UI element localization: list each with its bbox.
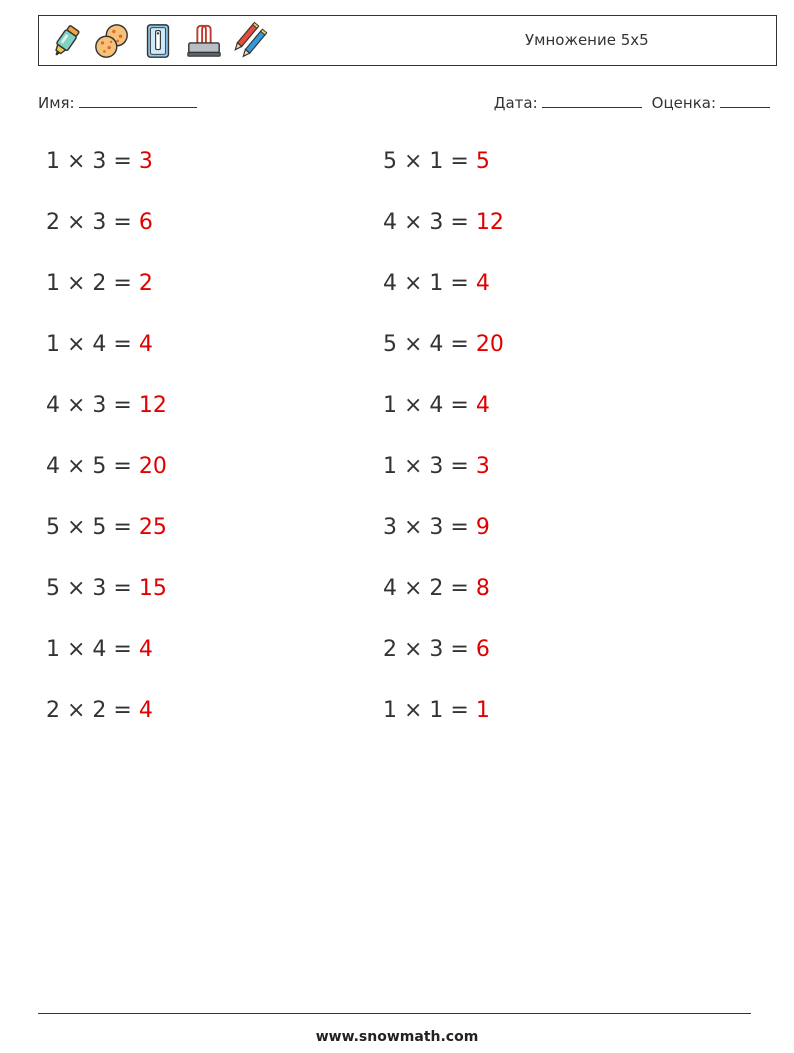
answer: 5: [475, 149, 490, 174]
answer: 4: [138, 332, 153, 357]
answer: 20: [475, 332, 504, 357]
problem-item: 1 × 1 = 1: [383, 698, 490, 723]
problem-item: 4 × 3 = 12: [46, 393, 167, 418]
date-line: [542, 93, 642, 108]
header-icons: [47, 21, 269, 61]
problem-item: 4 × 1 = 4: [383, 271, 490, 296]
answer: 2: [138, 271, 153, 296]
name-label: Имя:: [38, 94, 75, 112]
problem-item: 5 × 4 = 20: [383, 332, 504, 357]
binder-clip-icon: [185, 21, 223, 61]
footer-divider: [38, 1013, 751, 1014]
answer: 4: [138, 637, 153, 662]
answer: 3: [138, 149, 153, 174]
answer: 4: [138, 698, 153, 723]
problem-item: 5 × 1 = 5: [383, 149, 490, 174]
answer: 4: [475, 271, 490, 296]
worksheet-header: [38, 15, 777, 66]
problem-item: 3 × 3 = 9: [383, 515, 490, 540]
answer: 1: [475, 698, 490, 723]
problem-item: 2 × 2 = 4: [46, 698, 153, 723]
date-grade-fields: [494, 93, 770, 112]
highlighter-icon: [47, 21, 85, 61]
worksheet-title: Умножение 5x5: [525, 31, 649, 49]
answer: 15: [138, 576, 167, 601]
answer: 4: [475, 393, 490, 418]
answer: 8: [475, 576, 490, 601]
answer: 6: [138, 210, 153, 235]
date-label: Дата:: [493, 94, 538, 112]
problem-item: 4 × 2 = 8: [383, 576, 490, 601]
problem-item: 1 × 3 = 3: [383, 454, 490, 479]
grade-line: [720, 93, 770, 108]
answer: 25: [138, 515, 167, 540]
cookie-icon: [93, 21, 131, 61]
answer: 12: [475, 210, 504, 235]
answer: 3: [475, 454, 490, 479]
problem-item: 1 × 3 = 3: [46, 149, 153, 174]
problem-item: 2 × 3 = 6: [46, 210, 153, 235]
answer: 12: [138, 393, 167, 418]
problem-item: 1 × 4 = 4: [383, 393, 490, 418]
answer: 20: [138, 454, 167, 479]
problem-item: 5 × 3 = 15: [46, 576, 167, 601]
name-line: [79, 93, 197, 108]
footer-url[interactable]: www.snowmath.com: [315, 1029, 479, 1045]
problem-item: 2 × 3 = 6: [383, 637, 490, 662]
problem-item: 1 × 2 = 2: [46, 271, 153, 296]
problem-item: 5 × 5 = 25: [46, 515, 167, 540]
problem-item: 1 × 4 = 4: [46, 332, 153, 357]
answer: 9: [475, 515, 490, 540]
sharpener-icon: [139, 21, 177, 61]
answer: 6: [475, 637, 490, 662]
problem-item: 1 × 4 = 4: [46, 637, 153, 662]
problem-item: 4 × 5 = 20: [46, 454, 167, 479]
name-field: [38, 93, 197, 112]
pencils-icon: [231, 21, 269, 61]
grade-label: Оценка:: [651, 94, 716, 112]
problem-item: 4 × 3 = 12: [383, 210, 504, 235]
